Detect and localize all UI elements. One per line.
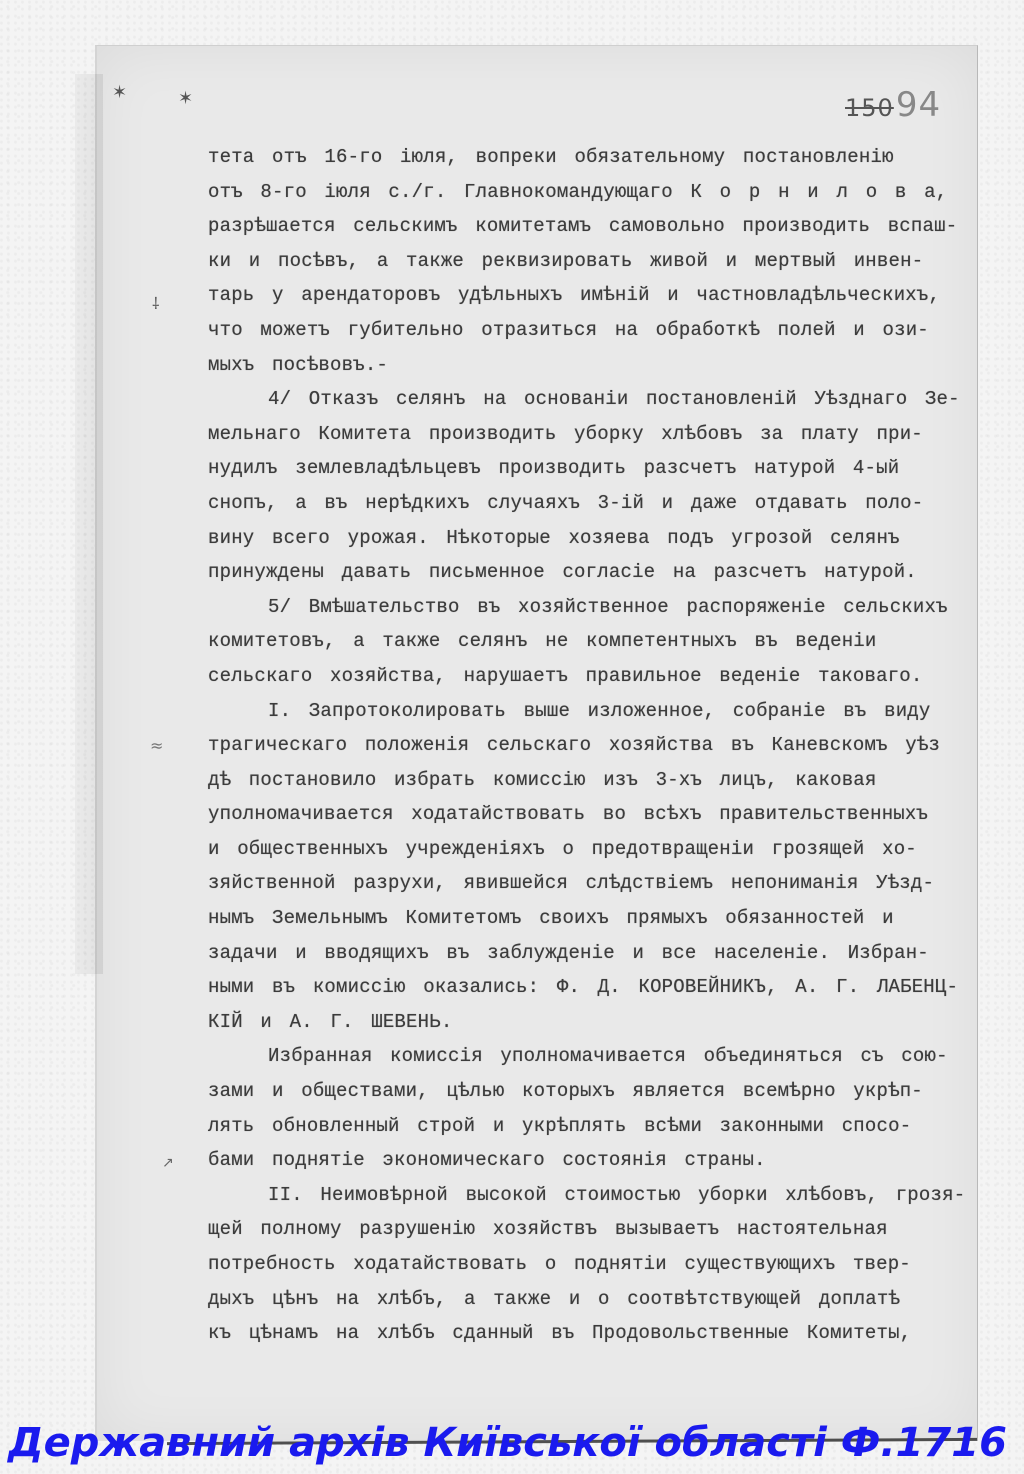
text-line: разрѣшается сельскимъ комитетамъ самовольно производить вспаш- xyxy=(208,215,958,238)
text-line: что можетъ губительно отразиться на обработкѣ полей и ози- xyxy=(208,318,929,341)
text-line: 4/ Отказъ селянъ на основаніи постановленій Уѣзднаго Зе- xyxy=(268,388,960,411)
text-line: бами поднятіе экономическаго состоянія страны. xyxy=(208,1149,766,1172)
text-line: нымъ Земельнымъ Комитетомъ своихъ прямыхъ обязанностей и xyxy=(208,907,894,930)
text-line: комитетовъ, а также селянъ не компетентныхъ въ веденіи xyxy=(208,630,877,653)
text-line: 5/ Вмѣшательство въ хозяйственное распоряженіе сельскихъ xyxy=(268,595,948,618)
text-line: сельскаго хозяйства, нарушаетъ правильное веденіе таковаго. xyxy=(208,664,923,687)
text-line: вину всего урожая. Нѣкоторые хозяева подъ угрозой селянъ xyxy=(208,526,900,549)
text-line: трагическаго положенія сельскаго хозяйства въ Каневскомъ уѣз xyxy=(208,734,941,757)
folio-crossed-out: 150 xyxy=(845,94,894,122)
text-line: зяйственной разрухи, явившейся слѣдствіемъ непониманія Уѣзд- xyxy=(208,872,935,895)
text-line: задачи и вводящихъ въ заблужденіе и все населеніе. Избран- xyxy=(208,941,929,964)
margin-pencil-mark-icon: ⸸ xyxy=(152,294,160,313)
text-line: дыхъ цѣнъ на хлѣбъ, а также и о соотвѣтствующей доплатѣ xyxy=(208,1287,901,1310)
text-line: КІЙ и А. Г. ШЕВЕНЬ. xyxy=(208,1010,453,1033)
text-line: къ цѣнамъ на хлѣбъ сданный въ Продовольственные Комитеты, xyxy=(208,1322,912,1345)
text-line: мельнаго Комитета производить уборку хлѣбовъ за плату при- xyxy=(208,422,923,445)
folio-current: 94 xyxy=(895,85,942,125)
text-line: потребность ходатайствовать о поднятіи существующихъ твер- xyxy=(208,1253,911,1275)
text-line: тета отъ 16-го іюля, вопреки обязательному постановленію xyxy=(208,146,894,168)
margin-mark-icon: ✶ xyxy=(112,82,128,103)
text-line: ными въ комиссію оказались: Ф. Д. КОРОВЕЙНИКЪ, А. Г. ЛАБЕНЦ- xyxy=(208,976,959,999)
archive-watermark: Державний архів Київської області Ф.1716 xyxy=(8,1420,1007,1466)
text-line: I. Запротоколировать выше изложенное, собраніе въ виду xyxy=(268,699,931,722)
text-line: снопъ, а въ нерѣдкихъ случаяхъ 3-ій и даже отдавать поло- xyxy=(208,491,924,514)
text-line: Избранная комиссія уполномачивается объединяться съ сою- xyxy=(268,1045,948,1068)
text-line: принуждены давать письменное согласіе на разсчетъ натурой. xyxy=(208,561,917,584)
text-line: отъ 8-го іюля с./г. Главнокомандующаго К о р н и л о в а, xyxy=(208,180,948,203)
margin-pencil-mark-icon: ↗ xyxy=(162,1155,174,1171)
folio-number xyxy=(845,85,941,125)
text-line: мыхъ посѣвовъ.- xyxy=(208,353,389,376)
text-line: дѣ постановило избрать комиссію изъ 3-хъ лицъ, каковая xyxy=(208,768,877,791)
text-line: щей полному разрушенію хозяйствъ вызываетъ настоятельная xyxy=(208,1218,888,1241)
text-line: уполномачивается ходатайствовать во всѣхъ правительственныхъ xyxy=(208,803,929,826)
text-line: лять обновленный строй и укрѣплять всѣми законными спосо- xyxy=(208,1114,912,1137)
margin-pencil-mark-icon: ≈ xyxy=(150,736,164,755)
text-line: и общественныхъ учрежденіяхъ о предотвращеніи грозящей хо- xyxy=(208,837,917,860)
text-line: тарь у арендаторовъ удѣльныхъ имѣній и частновладѣльческихъ, xyxy=(208,284,941,307)
text-line: II. Неимовѣрной высокой стоимостью уборки хлѣбовъ, грозя- xyxy=(268,1183,966,1206)
text-line: нудилъ землевладѣльцевъ производить разсчетъ натурой 4-ый xyxy=(208,457,900,480)
margin-mark-icon: ✶ xyxy=(178,88,194,109)
text-line: ки и посѣвъ, а также реквизировать живой и мертвый инвен- xyxy=(208,249,924,272)
text-line: зами и обществами, цѣлью которыхъ является всемѣрно укрѣп- xyxy=(208,1080,923,1103)
typewritten-text xyxy=(208,140,968,1351)
